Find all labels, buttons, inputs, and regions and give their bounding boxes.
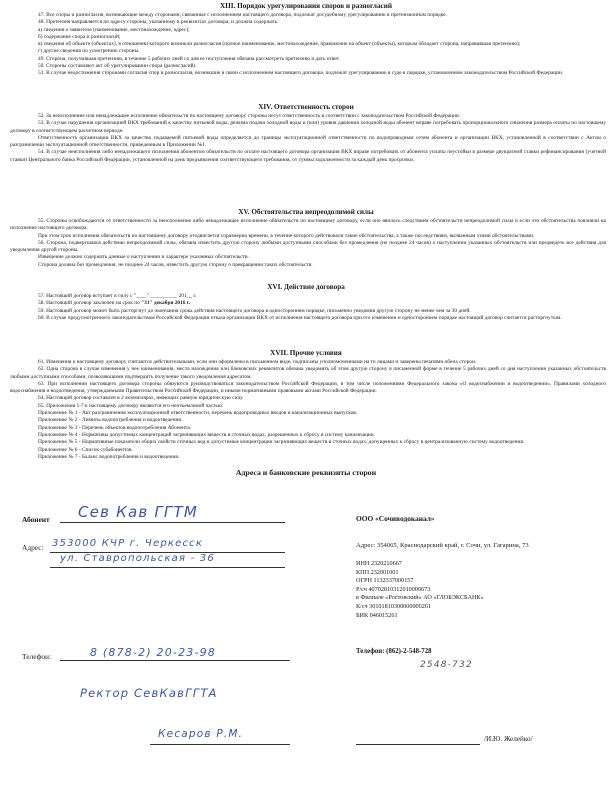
clause-53: 53. В случае нарушения организацией ВКХ требований к качеству питьевой воды, режима подачи холодной воды и (или) уровня давления холодной воды абонент вправе потребовать пропорционального снижения размера оплаты по настоящему договору в соответствующем расчетном периоде. — [10, 120, 606, 134]
abonent-signature-line — [150, 744, 290, 745]
appendix-3: Приложение № 3 - Перечень объектов водопотребления Абонента. — [38, 424, 192, 431]
clause-54: 54. В случае неисполнения либо ненадлежащего исполнения абонентом обязательств по оплате настоящего договора организация ВКХ вправе потребовать от абонента уплаты пеустойки в размере двукратной ставки рефинансирования (учетной ставки) Центрального банка Российской Федерации, установленной на день предъявления соответствующего требования, от суммы задолженности за каждый день просрочки. — [10, 149, 606, 163]
clause-63: 63. При исполнении настоящего договора стороны обязуются руководствоваться законодательством Российской Федерации, в том числе положениями Федерального закона «О водоснабжении и водоотведении», Правилами холодного водоснабжения и водоотведения, утверждаемыми Правительством Российской Федерации, и иными нормативными правовыми актами Российской Федерации. — [10, 380, 606, 395]
org-phone: Телефон: (862)-2-548-728 — [356, 648, 432, 655]
clause-57: 57. Настоящий договор вступает в силу с "____" __________ 201__ г. — [38, 293, 197, 299]
section-15-title: XV. Обстоятельства непреодолимой силы — [238, 208, 374, 216]
section-16-body — [10, 293, 606, 322]
clause-49: 49. Сторона, получившая претензию, в течение 5 рабочих дней со дня ее поступления обязана рассмотреть претензию и дать ответ. — [38, 55, 340, 62]
clause-48-a: а) сведения о заявителе (наименование, местонахождение, адрес); — [38, 26, 190, 33]
clause-58-year: 2016 г. — [174, 300, 191, 307]
clause-48: 48. Претензия направляется по адресу стороны, указанному в реквизитах договора, и должна содержать: — [38, 19, 279, 26]
clause-65: 65. Приложения 1-7 к настоящему договору являются его неотъемлемой частью: — [38, 402, 224, 409]
org-inn: ИНН 2320210667 — [356, 560, 402, 567]
org-bik: БИК 046015261 — [356, 611, 398, 619]
org-signer: /И.Ю. Желейко/ — [484, 735, 533, 743]
appendix-4: Приложение № 4 - Нормативы допустимых концентраций загрязняющих веществ в сточных водах, разрешенных к сбросу в систему канализации. — [38, 431, 376, 438]
section-13-body — [10, 12, 606, 78]
clause-58-text: 58. Настоящий договор заключен на срок по — [38, 300, 140, 307]
section-15-body — [10, 218, 606, 269]
section-17-body — [10, 359, 606, 461]
org-address: Адрес: 354065, Краснодарский край, г. Сочи, ул. Гагарина, 73 — [356, 542, 529, 549]
clause-53-note: Ответственность организации ВКХ за качество подаваемой питьевой воды определяется до границы эксплуатационной ответственности по водопроводным сетям абонента и организации ВКХ, установленной в соответствии с Актом о разграничении эксплуатационной ответственности, приведенным в Приложении №1. — [10, 134, 606, 149]
address-handwriting-2: ул. Ставропольская - 36 — [60, 553, 215, 564]
appendix-6: Приложение № 6 - Список субабонентов. — [38, 446, 133, 453]
address-line-2 — [50, 567, 285, 568]
clause-58 — [10, 300, 606, 307]
org-name: ООО «Сочиводоканал» — [356, 514, 435, 523]
abonent-phone-handwriting: 8 (878-2) 20-23-98 — [90, 646, 217, 659]
section-14-title: XIV. Ответственность сторон — [258, 103, 354, 111]
clause-56-note-2: Сторона должна без промедления, не позднее 24 часов, известить другую сторону о прекращении таких обстоятельств. — [38, 261, 313, 268]
abonent-phone-label: Телефон: — [22, 652, 52, 661]
org-account: Р/сч 40702810312010000673 — [356, 585, 431, 593]
abonent-label: Абонент — [22, 515, 50, 524]
org-bank-name: в Филиале «Ростовский» АО «ГЛОБЭКСБАНК» — [356, 594, 484, 602]
address-label: Адрес: — [22, 543, 44, 552]
clause-56-note-1: Извещение должно содержать данные о наступлении и характере указанных обстоятельств. — [38, 254, 249, 261]
appendix-5: Приложение № 5 - Нормативные показатели общих свойств сточных вод и допустимые концентрации загрязняющих веществ в сточных водах, допущенных к сбросу в централизованную систему водоотведения. — [38, 439, 525, 446]
section-16-title: XVI. Действие договора — [267, 283, 345, 291]
org-ogrn: ОГРН 1132337000157 — [356, 577, 414, 585]
clause-50: 50. Стороны составляют акт об урегулировании спора (разногласий). — [38, 63, 197, 70]
clause-62: 62. Одна сторона в случае изменения у нее наименования, места нахождения или банковских реквизитов обязана уведомить об этом другую сторону в письменной форме в течение 5 рабочих дней со дня наступления указанных обстоятельств любыми доступными способами, позволяющими подтвердить получение такого уведомления адресатом. — [10, 366, 606, 380]
clause-59: 59. Настоящий договор может быть расторгнут до окончания срока действия настоящего договора в одностороннем порядке, письменно уведомив другую сторону не менее чем за 30 дней. — [38, 307, 471, 314]
address-handwriting-1: 353000 КЧР г. Черкесск — [52, 538, 204, 549]
org-corr-account: К/сч 30101810300000000261 — [356, 602, 432, 610]
clause-56: 56. Сторона, подвергшаяся действию непреодолимой силы, обязана известить другую сторону любыми доступными способами без промедления (не позднее 24 часов) о наступлении указанных обстоятельств или предвидеть все действия для уведомления другой стороны. — [10, 239, 606, 254]
abonent-handwriting: Сев Кав ГГТМ — [78, 503, 198, 521]
clause-61: 61. Изменения к настоящему договору считаются действительными, если они оформлены в письменном виде, подписаны уполномоченными на то лицами и заверены печатями обеих сторон. — [38, 359, 477, 365]
appendix-1: Приложение № 1 - Акт разграничения эксплуатационной ответственности, перечень водопроводных вводов и канализационных выпусков. — [38, 410, 358, 417]
clause-58-day: "31" — [141, 300, 153, 307]
appendix-2: Приложение № 2 - Лимиты водопотребления и водоотведения. — [38, 417, 183, 424]
org-kpp: КПП 232001001 — [356, 568, 399, 576]
abonent-signature-handwriting: Кесаров Р.М. — [158, 728, 244, 740]
org-signature-line — [356, 744, 480, 745]
section-13-title: XIII. Порядок урегулирования споров и разногласий — [219, 2, 393, 10]
clause-48-b: б) содержание спора и разногласий; — [38, 33, 121, 40]
clause-47: 47. Все споры и разногласия, возникающие между сторонами, связанные с исполнением настоящего договора, подлежат досудебному урегулированию в претензионном порядке. — [38, 12, 447, 18]
org-phone-handwriting: 2548-732 — [420, 660, 473, 670]
clause-51: 51. В случае недостижения сторонами согласия спор и разногласия, возникшие в связи с исполнением настоящего договора, подлежат урегулированию в суде в порядке, установленном законодательством Российской Федерации. — [38, 70, 564, 77]
clause-55-note: При этом срок исполнения обязательств по настоящему договору отодвигается соразмерно времени, в течение которого действовали такие обстоятельства, а также последствиям, вызванным этими обстоятельствами. — [38, 232, 535, 239]
clause-60: 60. В случае предусмотренного законодательством Российской Федерации отказа организации ВКХ от исполнения настоящего договора при его изменении и одностороннем порядке настоящий договор считается расторгнутым. — [38, 314, 562, 321]
org-bank-details — [356, 560, 484, 620]
abonent-line — [60, 522, 285, 523]
section-14-body — [10, 113, 606, 164]
appendix-7: Приложение № 7 - Баланс водопотребления и водоотведения. — [38, 453, 180, 460]
abonent-signatory-handwriting: Ректор СевКавГГТА — [80, 686, 218, 700]
clause-52: 52. За неисполнение или ненадлежащее исполнение обязательств по настоящему договору стороны несут ответственность в соответствии с законодательством Российской Федерации. — [38, 113, 461, 119]
clause-55: 55. Стороны освобождаются от ответственности за неисполнение либо ненадлежащее исполнение обязательств по настоящему договору, если оно явилось следствием обстоятельств непреодолимой силы и если эти обстоятельства повлияли на исполнение настоящего договора. — [10, 218, 606, 232]
requisites-title: Адреса и банковские реквизиты сторон — [235, 468, 377, 477]
clause-58-month: декабря — [153, 300, 174, 307]
section-17-title: XVII. Прочие условия — [270, 349, 342, 357]
clause-64: 64. Настоящий договор составлен в 2 экземплярах, имеющих равную юридическую силу. — [38, 395, 244, 402]
abonent-phone-line — [60, 660, 290, 661]
clause-48-v: в) сведения об объекте (объектах), в отношении которого возникли разногласия (полное наименование, местонахождение, правомочие на объект (объекты), которым обладает сторона, направившая претензию); — [38, 41, 521, 48]
clause-48-g: г) другие сведения по усмотрению стороны. — [38, 48, 140, 55]
